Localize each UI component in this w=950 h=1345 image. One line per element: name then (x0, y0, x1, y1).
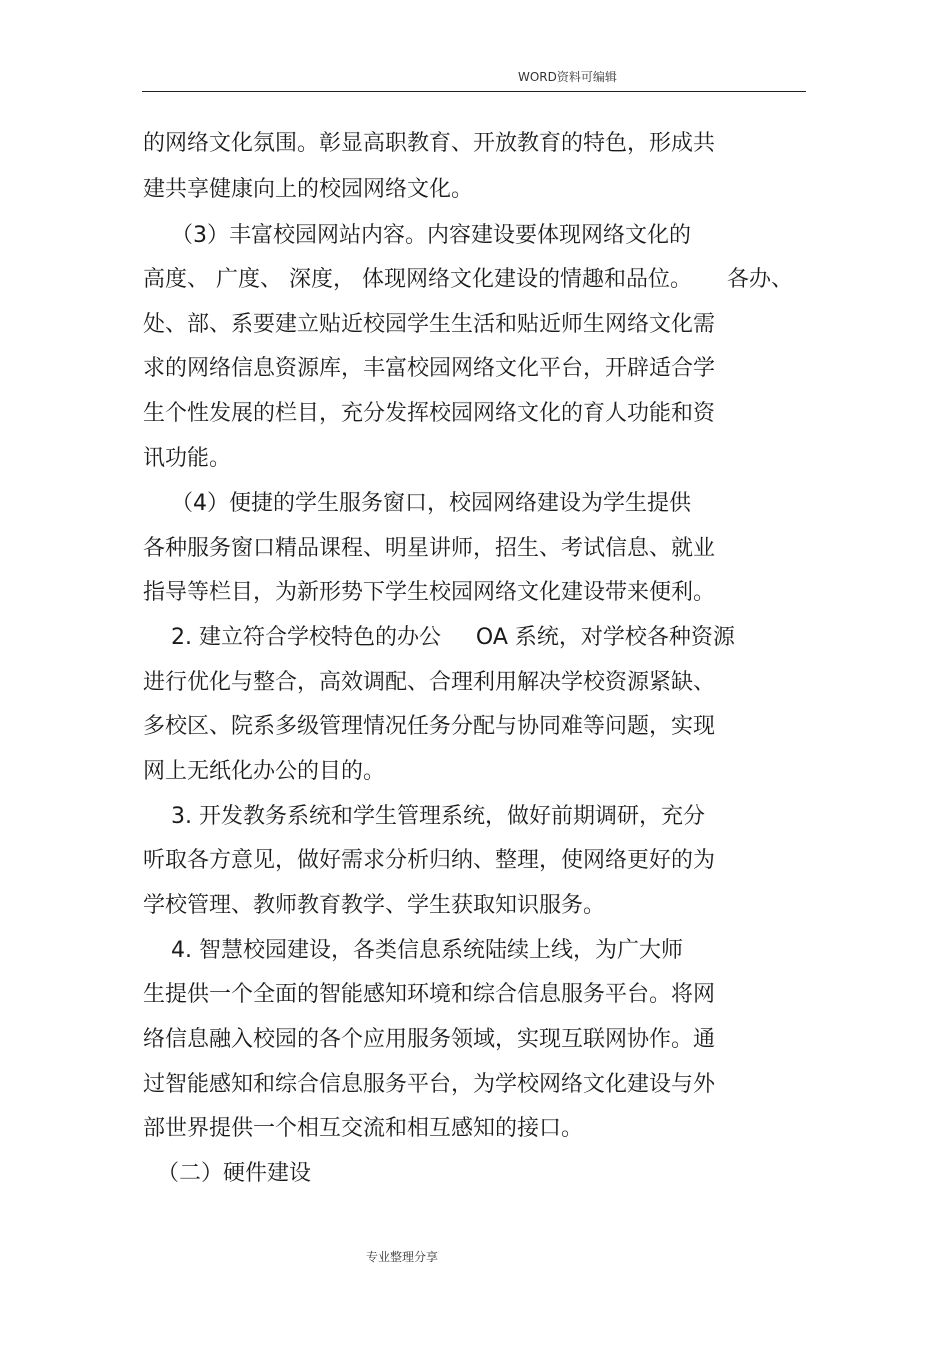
paragraph-line: 生个性发展的栏目，充分发挥校园网络文化的育人功能和资 (143, 401, 716, 426)
paragraph-line: 络信息融入校园的各个应用服务领域，实现互联网协作。通 (143, 1027, 716, 1052)
paragraph-line: 学校管理、教师教育教学、学生获取知识服务。 (143, 893, 606, 918)
paragraph-line: 生提供一个全面的智能感知环境和综合信息服务平台。将网 (143, 982, 716, 1007)
paragraph-line: （3）丰富校园网站内容。内容建设要体现网络文化的 (143, 223, 691, 248)
paragraph-line: 求的网络信息资源库，丰富校园网络文化平台，开辟适合学 (143, 356, 716, 381)
paragraph-line: 建共享健康向上的校园网络文化。 (143, 177, 474, 202)
paragraph-line: 部世界提供一个相互交流和相互感知的接口。 (143, 1116, 584, 1141)
paragraph-line: 2. 建立符合学校特色的办公 OA 系统，对学校各种资源 (143, 625, 735, 650)
paragraph-line: 进行优化与整合，高效调配、合理利用解决学校资源紧缺、 (143, 670, 716, 695)
section-heading: （二）硬件建设 (143, 1161, 311, 1186)
paragraph-line: 多校区、院系多级管理情况任务分配与协同难等问题，实现 (143, 714, 716, 739)
paragraph-line: 处、部、系要建立贴近校园学生生活和贴近师生网络文化需 (143, 312, 716, 337)
paragraph-line: 讯功能。 (143, 446, 232, 471)
paragraph-line: 指导等栏目，为新形势下学生校园网络文化建设带来便利。 (143, 580, 716, 605)
header-label: WORD资料可编辑 (518, 70, 617, 84)
paragraph-line: 过智能感知和综合信息服务平台，为学校网络文化建设与外 (143, 1072, 716, 1097)
footer-label: 专业整理分享 (366, 1250, 439, 1264)
header-divider (142, 91, 806, 92)
paragraph-line: 3. 开发教务系统和学生管理系统，做好前期调研，充分 (143, 804, 705, 829)
paragraph-line: 各种服务窗口精品课程、明星讲师，招生、考试信息、就业 (143, 536, 716, 561)
paragraph-line: 听取各方意见，做好需求分析归纳、整理，使网络更好的为 (143, 848, 716, 873)
paragraph-line: 网上无纸化办公的目的。 (143, 759, 386, 784)
paragraph-line: （4）便捷的学生服务窗口，校园网络建设为学生提供 (143, 491, 691, 516)
paragraph-line: 高度、 广度、 深度， 体现网络文化建设的情趣和品位。 各办、 (143, 267, 793, 292)
paragraph-line: 4. 智慧校园建设，各类信息系统陆续上线，为广大师 (143, 938, 683, 963)
paragraph-line: 的网络文化氛围。彰显高职教育、开放教育的特色，形成共 (143, 131, 716, 156)
